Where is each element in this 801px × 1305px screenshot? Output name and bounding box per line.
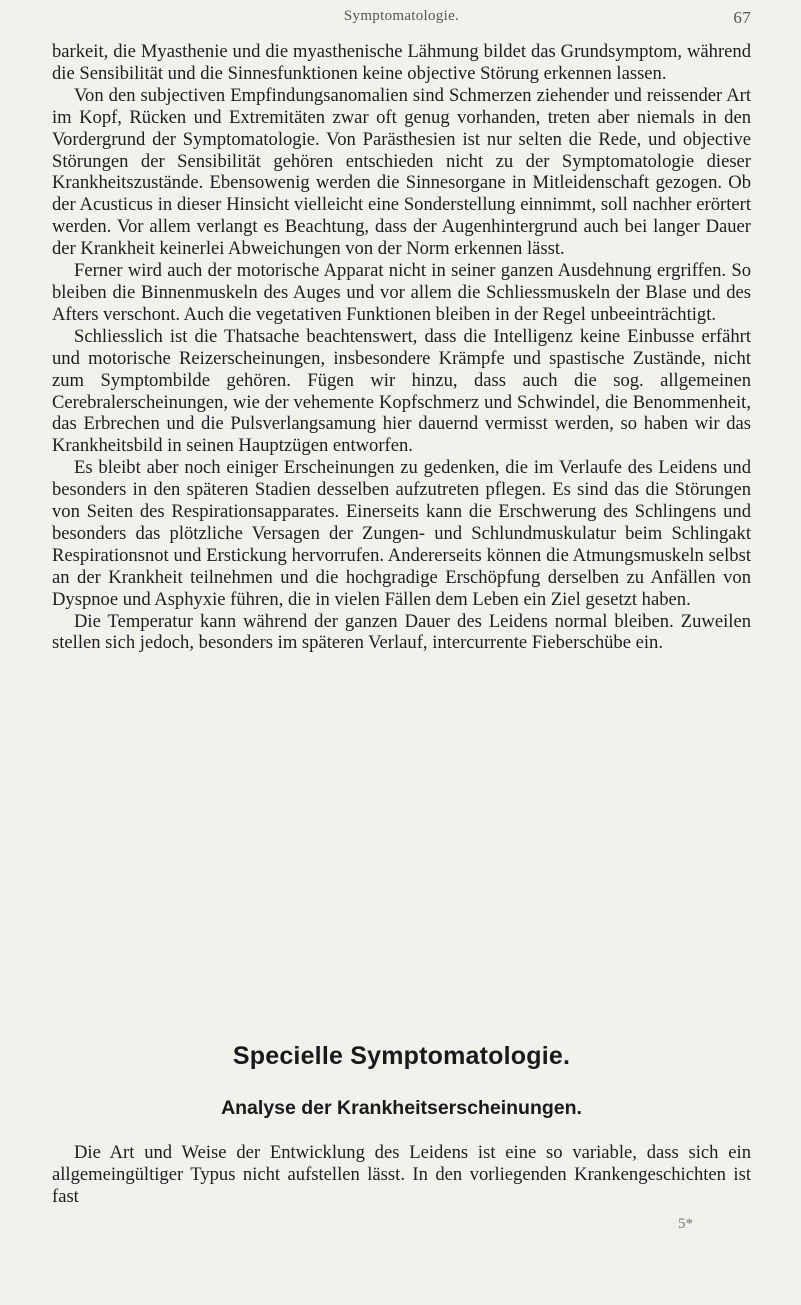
section-heading: Specielle Symptomatologie. xyxy=(232,1042,571,1070)
section-body xyxy=(52,1142,751,1208)
section-paragraph: Die Art und Weise der Entwicklung des Leidens ist eine so variable, dass sich ein allgemeingültiger Typus nicht aufstellen lässt. In den vorliegenden Krankengeschichten ist fast xyxy=(52,1142,751,1207)
body-text xyxy=(52,41,751,654)
running-title: Symptomatologie. xyxy=(343,8,460,24)
paragraph-1: barkeit, die Myasthenie und die myasthenische Lähmung bildet das Grundsymptom, während die Sensibilität und die Sinnesfunktionen keine objective Störung erkennen lassen. xyxy=(52,41,751,84)
page-number: 67 xyxy=(733,8,751,27)
paragraph-2: Von den subjectiven Empfindungsanomalien sind Schmerzen ziehender und reissender Art im Kopf, Rücken und Extremitäten zwar oft genug vorhanden, treten aber niemals in den Vordergrund der Symptomatologie. Von Parästhesien ist nur selten die Rede, und objective Störungen der Sensibilität gehören entschieden nicht zu der Symptomatologie dieser Krankheitszustände. Ebensowenig werden die Sinnesorgane in Mitleidenschaft gezogen. Ob der Acusticus in dieser Hinsicht vielleicht eine Sonderstellung einnimmt, soll nachher erörtert werden. Vor allem verlangt es Beachtung, dass der Augenhintergrund auch bei langer Dauer der Krankheit keinerlei Abweichungen von der Norm erkennen lässt. xyxy=(52,84,751,260)
paragraph-3: Ferner wird auch der motorische Apparat nicht in seiner ganzen Ausdehnung ergriffen. So bleiben die Binnenmuskeln des Auges und vor allem die Schliessmuskeln der Blase und des Afters verschont. Auch die vegetativen Funktionen bleiben in der Regel unbeeinträchtigt. xyxy=(52,260,751,325)
paragraph-4: Schliesslich ist die Thatsache beachtenswert, dass die Intelligenz keine Einbusse erfährt und motorische Reizerscheinungen, insbesondere Krämpfe und spastische Zustände, nicht zum Symptombilde gehören. Fügen wir hinzu, dass auch die sog. allgemeinen Cerebralerscheinungen, wie der vehemente Kopfschmerz und Schwindel, die Benommenheit, das Erbrechen und die Pulsverlangsamung hier dauernd vermisst werden, so haben wir das Krankheitsbild in seinen Hauptzügen entworfen. xyxy=(52,325,751,457)
signature-mark: 5* xyxy=(678,1216,693,1232)
paragraph-5: Es bleibt aber noch einiger Erscheinungen zu gedenken, die im Verlaufe des Leidens und besonders in den späteren Stadien desselben aufzutreten pflegen. Es sind das die Störungen von Seiten des Respirationsapparates. Einerseits kann die Erschwerung des Schlingens und besonders das plötzliche Versagen der Zungen- und Schlundmuskulatur beim Schlingakt Respirationsnot und Erstickung hervorrufen. Andererseits können die Atmungsmuskeln selbst an der Krankheit teilnehmen und die hochgradige Erschöpfung derselben zu Anfällen von Dyspnoe und Asphyxie führen, die in vielen Fällen dem Leben ein Ziel gesetzt haben. xyxy=(52,457,751,610)
paragraph-6: Die Temperatur kann während der ganzen Dauer des Leidens normal bleiben. Zuweilen stellen sich jedoch, besonders im späteren Verlauf, intercurrente Fieberschübe ein. xyxy=(52,610,751,654)
running-head xyxy=(52,8,751,32)
section-subheading: Analyse der Krankheitserscheinungen. xyxy=(221,1097,582,1119)
